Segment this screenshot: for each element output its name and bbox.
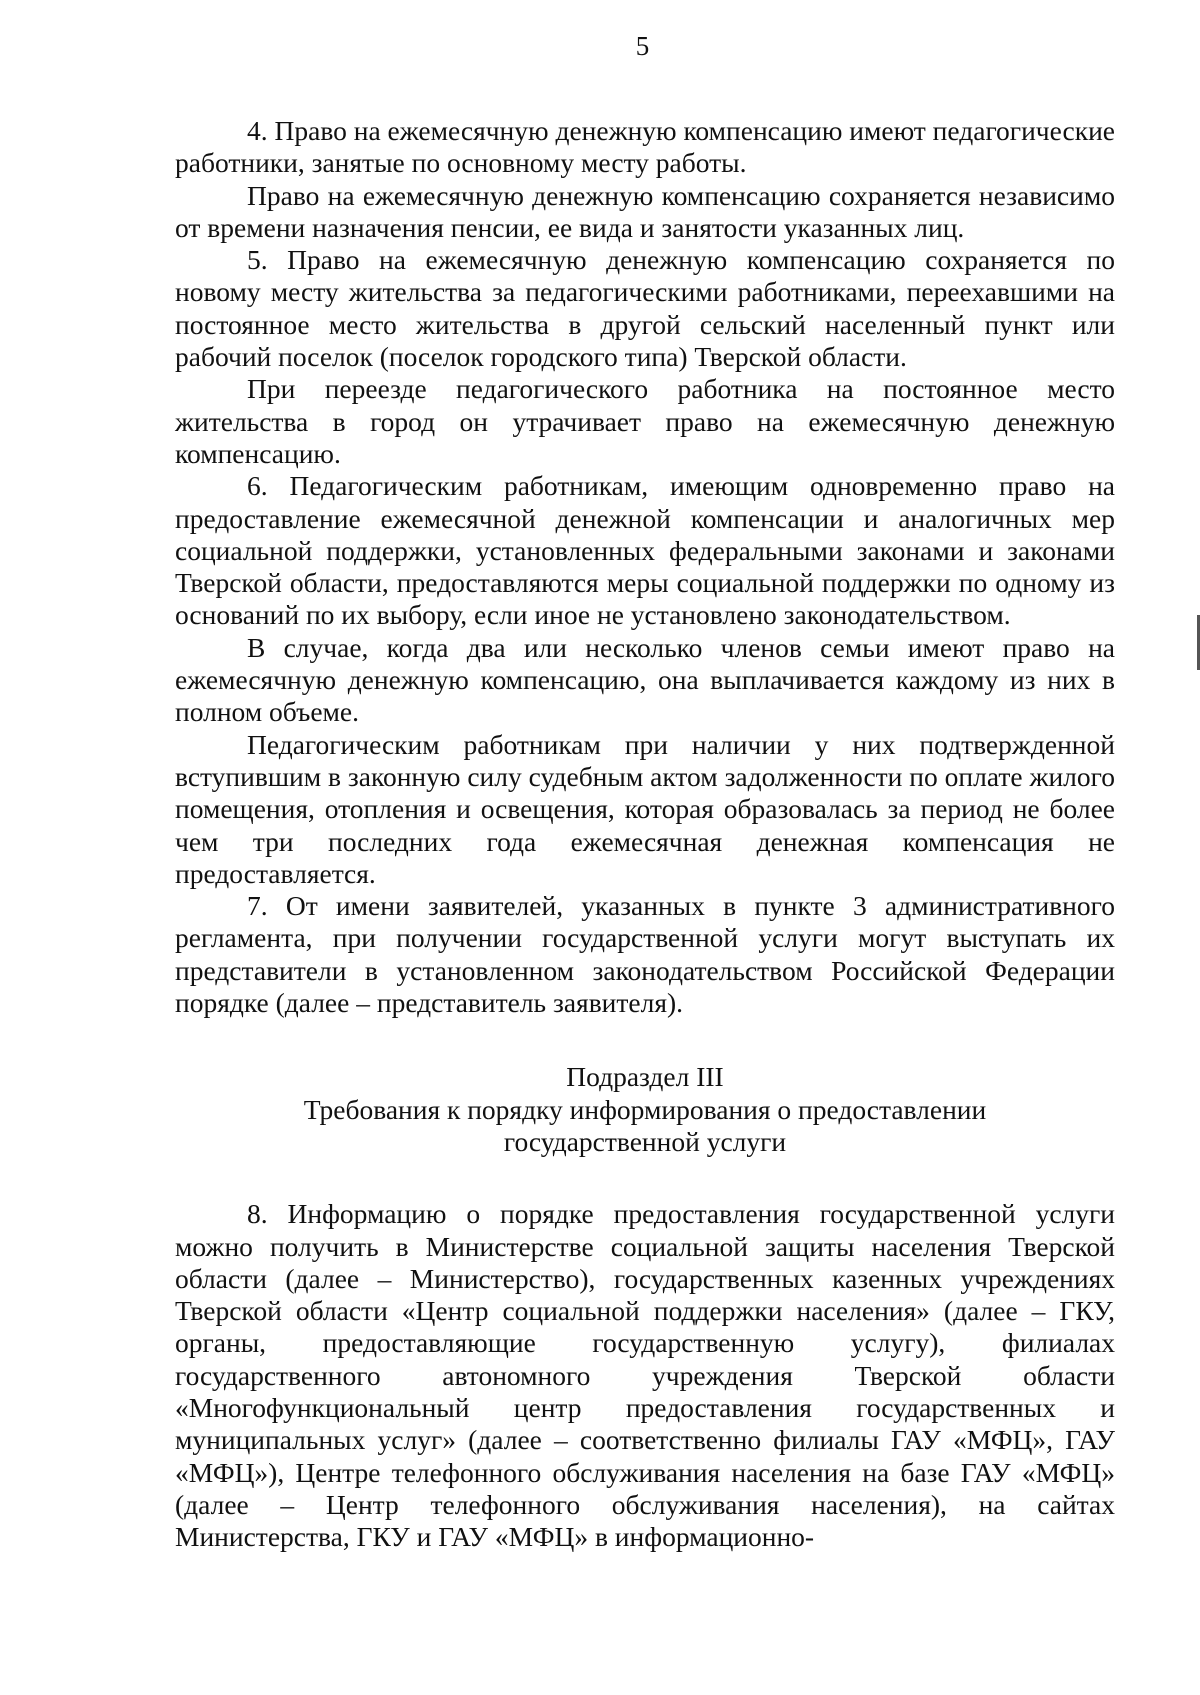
section-label: Подраздел III — [566, 1061, 724, 1093]
paragraph-6-family: В случае, когда два или несколько членов семьи имеют право на ежемесячную денежную компенсацию, она выплачивается каждому из них в полном объеме. — [175, 631, 1115, 728]
section-title-line-1: Требования к порядку информирования о предоставлении — [303, 1093, 987, 1125]
page-number: 5 — [635, 31, 650, 61]
paragraph-4: 4. Право на ежемесячную денежную компенсацию имеют педагогические работники, занятые по основному месту работы. — [175, 115, 1115, 179]
document-body — [175, 115, 1115, 1553]
paragraph-8: 8. Информацию о порядке предоставления государственной услуги можно получить в Министерстве социальной защиты населения Тверской области (далее – Министерство), государственных казенных учреждениях Тверской области «Центр социальной поддержки населения» (далее – ГКУ, органы, предоставляющие государственную услугу), филиалах государственного автономного учреждения Тверской области «Многофункциональный центр предоставления государственных и муниципальных услуг» (далее – соответственно филиалы ГАУ «МФЦ», ГАУ «МФЦ»), Центре телефонного обслуживания населения на базе ГАУ «МФЦ» (далее – Центр телефонного обслуживания населения), на сайтах Министерства, ГКУ и ГАУ «МФЦ» в информационно- — [175, 1198, 1115, 1553]
paragraph-6: 6. Педагогическим работникам, имеющим одновременно право на предоставление ежемесячной денежной компенсации и аналогичных мер социальной поддержки, установленных федеральными законами и законами Тверской области, предоставляются меры социальной поддержки по одному из оснований по их выбору, если иное не установлено законодательством. — [175, 470, 1115, 631]
paragraph-6-debt: Педагогическим работникам при наличии у них подтвержденной вступившим в законную силу судебным актом задолженности по оплате жилого помещения, отопления и освещения, которая образовалась за период не более чем три последних года ежемесячная денежная компенсация не предоставляется. — [175, 728, 1115, 889]
section-title-line-2: государственной услуги — [503, 1125, 787, 1157]
section-heading — [175, 1061, 1115, 1158]
paragraph-4-continued: Право на ежемесячную денежную компенсацию сохраняется независимо от времени назначения пенсии, ее вида и занятости указанных лиц. — [175, 179, 1115, 243]
paragraph-7: 7. От имени заявителей, указанных в пункте 3 административного регламента, при получении государственной услуги могут выступать их представители в установленном законодательством Российской Федерации порядке (далее – представитель заявителя). — [175, 890, 1115, 1019]
paragraph-5-continued: При переезде педагогического работника на постоянное место жительства в город он утрачивает право на ежемесячную денежную компенсацию. — [175, 373, 1115, 469]
paragraph-5: 5. Право на ежемесячную денежную компенсацию сохраняется по новому месту жительства за педагогическими работниками, переехавшими на постоянное место жительства в другой сельский населенный пункт или рабочий поселок (поселок городского типа) Тверской области. — [175, 244, 1115, 373]
